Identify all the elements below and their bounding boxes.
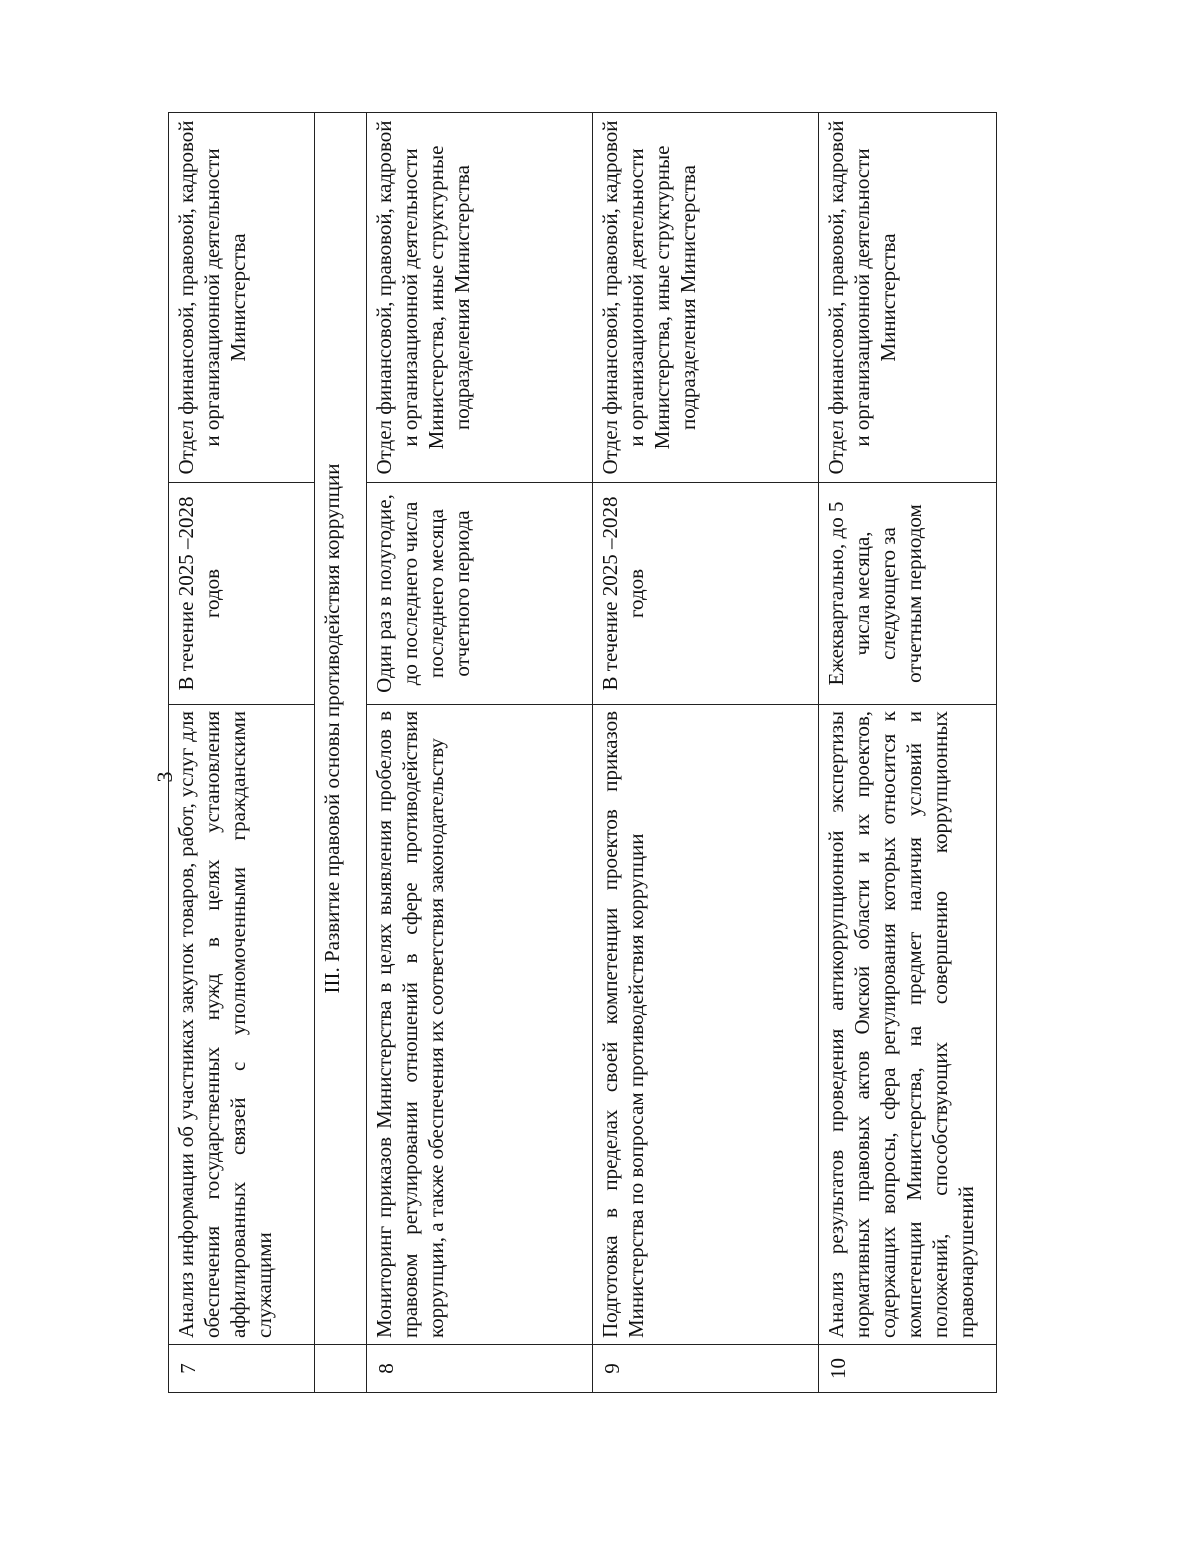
action-cell: Мониторинг приказов Министерства в целях выявления пробелов в правовом регулировании отношений в сфере противодействия коррупции, а также обеспечения их соответствия законодательству: [367, 705, 593, 1345]
section-header-row: [315, 113, 367, 1393]
row-number: 8: [367, 1345, 593, 1393]
table-row: [367, 113, 593, 1393]
page-number: 3: [152, 771, 177, 783]
row-number: 7: [169, 1345, 315, 1393]
deadline-cell: Ежеквартально, до 5 числа месяца, следующего за отчетным периодом: [819, 483, 997, 705]
table-row: [593, 113, 819, 1393]
action-cell: Анализ результатов проведения антикоррупционной экспертизы нормативных правовых актов Омской области и их проектов, содержащих вопросы, сфера регулирования которых относится к компетенции Министерства, на предмет наличия условий и положений, способствующих совершению коррупционных правонарушений: [819, 705, 997, 1345]
action-cell: Анализ информации об участниках закупок товаров, работ, услуг для обеспечения государственных нужд в целях установления аффилированных связей с уполномоченными гражданскими служащими: [169, 705, 315, 1345]
row-number: 10: [819, 1345, 997, 1393]
responsible-cell: Отдел финансовой, правовой, кадровой и организационной деятельности Министерства, иные структурные подразделения Министерства: [367, 113, 593, 483]
action-cell: Подготовка в пределах своей компетенции проектов приказов Министерства по вопросам противодействия коррупции: [593, 705, 819, 1345]
rotated-plan-table-wrapper: [168, 113, 996, 1393]
deadline-cell: В течение 2025 –2028 годов: [593, 483, 819, 705]
responsible-cell: Отдел финансовой, правовой, кадровой и организационной деятельности Министерства: [819, 113, 997, 483]
table-row: [819, 113, 997, 1393]
deadline-cell: В течение 2025 –2028 годов: [169, 483, 315, 705]
table-row: [169, 113, 315, 1393]
section-empty-cell: [315, 1345, 367, 1393]
section-title: III. Развитие правовой основы противодействия коррупции: [315, 113, 367, 1345]
responsible-cell: Отдел финансовой, правовой, кадровой и организационной деятельности Министерства: [169, 113, 315, 483]
responsible-cell: Отдел финансовой, правовой, кадровой и организационной деятельности Министерства, иные структурные подразделения Министерства: [593, 113, 819, 483]
row-number: 9: [593, 1345, 819, 1393]
anticorruption-plan-table: [168, 112, 997, 1393]
deadline-cell: Один раз в полугодие, до последнего числа последнего месяца отчетного периода: [367, 483, 593, 705]
